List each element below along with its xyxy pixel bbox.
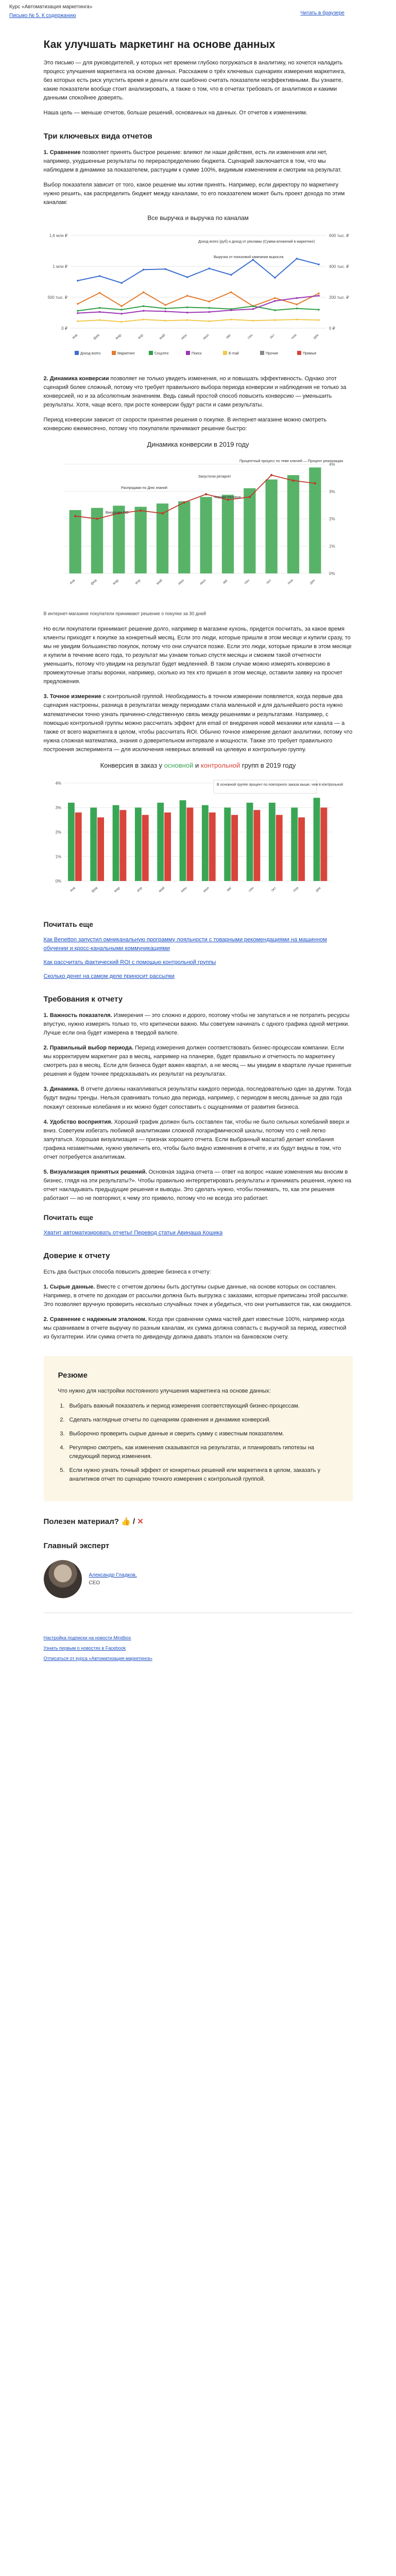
x-tick-label: ноя (286, 579, 294, 586)
section-title-requirements: Требования к отчету (43, 994, 123, 1004)
x-tick-label: июл (202, 333, 210, 341)
resume-item: 1. Выбрать важный показатель и период измерения соответствующий бизнес-процессам. (66, 1402, 338, 1411)
data-point (98, 275, 100, 277)
legend-note: Процентный процесс по теме ключей — Процент реализации (239, 460, 343, 464)
legend-swatch (149, 351, 153, 355)
annotation: В основной группе процент по повторного заказа выше, чем в контрольной (216, 783, 343, 787)
y-tick-label: 3% (329, 489, 335, 495)
annotation-box (214, 780, 317, 793)
data-point (186, 311, 188, 313)
y-tick-label: 2% (329, 517, 335, 522)
bar (200, 497, 212, 573)
x-tick-label: авг (225, 333, 232, 340)
data-point (120, 313, 123, 315)
data-point (208, 307, 210, 309)
resume-box (44, 1356, 353, 1501)
bar (97, 817, 104, 881)
data-point (142, 318, 144, 320)
resume-item: 2. Сделать наглядные отчеты по сценариям сравнения и динамике конверсий. (66, 1416, 338, 1425)
x-tick-label: мар (114, 333, 122, 341)
bar (268, 803, 275, 881)
data-point (252, 308, 254, 310)
data-point (164, 310, 166, 312)
y2-tick-label: 200 тыс. ₽ (329, 295, 349, 300)
x-tick-label: дек (308, 579, 316, 585)
x-tick-label: авг (221, 579, 229, 585)
precise-measure-paragraph: 3. Точное измерение с контрольной группой. Необходимость в точном измерении появляется, когда первые два сценария настроены, разница в результатах между периодами стала маленькой и для дальнейшего роста нужно математически точно узнать причинно-следственную связь между решениями и результатами. Например, с помощью контрольной группы можно рассчитать эффект для email от внедрения новой механики или канала — а также от всего маркетинга в целом, чтобы рассчитать ROI. Обычно точное измерение делают аналитики, потому что нужна сложная математика, знания о доверительном интервале и мощности. Также это требует правильного построения эксперимента — для исключения неверных влияний на целевую и контрольную группу. (43, 693, 353, 753)
data-point (164, 308, 166, 310)
bar (134, 807, 141, 881)
x-tick-label: май (158, 333, 166, 341)
data-point (230, 309, 232, 311)
read-more-title: Почитать еще (43, 1213, 93, 1222)
y2-tick-label: 400 тыс. ₽ (329, 264, 349, 269)
y-tick-label: 1% (55, 854, 61, 859)
resume-item: 3. Выборочно проверить сырые данные и сверить сумму с известным показателем. (66, 1430, 338, 1438)
x-tick-label: дек (315, 886, 322, 893)
data-point (98, 307, 100, 309)
bar (209, 812, 215, 881)
legend-swatch (186, 351, 190, 355)
control-group-chart-svg (44, 773, 353, 907)
data-point (296, 308, 298, 310)
data-point (296, 258, 298, 260)
bar (134, 507, 146, 573)
x-tick-label: окт (269, 333, 276, 340)
y-tick-label: 500 тыс. ₽ (47, 295, 67, 300)
read-more-link-benetton[interactable]: Как Benetton запустил омниканальную программу лояльности с товарными рекомендациями на машинном обучении и кросс-канальными коммуникациями (43, 936, 327, 952)
data-point (252, 305, 254, 307)
requirement-item: 3. Динамика. В отчете должны накапливаться результаты каждого периода, последовательно один за другим. Тогда будут видны тренды. Нельзя сравнивать только два периода, например, с периодом в месяц данные за два года покажут сезонные колебания и их можно будет сопоставить с ощущениями от развития бизнеса. (43, 1086, 352, 1110)
x-tick-label: сен (247, 333, 254, 340)
legend-label: Маркетинг (117, 351, 135, 355)
x-tick-label: янв (68, 579, 76, 585)
toc-link[interactable]: Письмо № 5. К содержанию (9, 12, 76, 19)
chart-caption: В интернет-магазине покупатели принимают решение о покупке за 30 дней (43, 611, 206, 617)
bar (313, 798, 320, 881)
resume-intro: Что нужно для настройки постоянного улучшения маркетинга на основе данных: (58, 1387, 271, 1394)
email-header (0, 0, 396, 19)
footer (44, 1625, 353, 1686)
legend-swatch (297, 351, 301, 355)
conversion-chart (44, 439, 353, 618)
y-tick-label: 0% (329, 571, 335, 577)
annotation: Внедрили ПО (105, 511, 129, 515)
data-point (142, 310, 144, 312)
subscription-settings-link[interactable]: Настройка подписки на новости Mindbox (43, 1635, 131, 1641)
x-tick-label: ноя (292, 886, 299, 893)
bar (224, 807, 231, 881)
bar (67, 803, 74, 881)
x-tick-label: янв (71, 333, 78, 340)
data-point (318, 295, 320, 297)
annotation: Выручка от поисковой кампании выросла (213, 255, 283, 259)
data-point (96, 518, 98, 520)
data-point (296, 297, 298, 299)
data-point (77, 310, 79, 312)
expert-title: Главный эксперт (43, 1541, 110, 1551)
y-tick-label: 0 ₽ (61, 326, 67, 331)
feedback (44, 1516, 353, 1528)
data-point (77, 303, 79, 305)
x-tick-label: июн (180, 886, 188, 893)
legend-label: Доход всего (80, 351, 100, 355)
data-point (186, 306, 188, 308)
cross-icon[interactable]: ✕ (137, 1517, 144, 1526)
x-tick-label: июл (199, 579, 206, 586)
y-tick-label: 2% (55, 829, 61, 835)
x-tick-label: мар (113, 886, 121, 893)
requirement-item: 2. Правильный выбор периода. Период измерения должен соответствовать бизнес-процессам компании. Если мы корректируем маркетинг раз в месяц, например на планерке, будет правильно и отчетность по маркетингу смотреть раз в месяц. Если для бизнеса будет важен квартал, а не месяц — мы увидим в квартале лучше принятые решения и будем точнее предсказывать их результат на результатах. (43, 1045, 352, 1078)
data-point (183, 501, 185, 503)
bar (113, 506, 125, 573)
data-point (274, 309, 276, 311)
legend-swatch (260, 351, 264, 355)
legend-swatch (223, 351, 227, 355)
x-tick-label: май (158, 886, 165, 893)
bar (112, 805, 119, 881)
legend-label: Соцсети (154, 351, 168, 355)
bar (298, 817, 305, 881)
data-point (77, 320, 79, 322)
read-more-link-mailing[interactable]: Сколько денег на самом деле приносит рассылки (43, 973, 175, 979)
data-point (164, 304, 166, 306)
annotation: Черная пятница (213, 496, 240, 500)
bar (276, 815, 282, 881)
bar (178, 501, 190, 573)
data-point (270, 474, 272, 476)
thumbs-up-icon[interactable]: 👍 (121, 1517, 131, 1526)
resume-list (58, 1402, 338, 1484)
bar (291, 807, 298, 881)
bar (164, 812, 171, 881)
data-point (274, 297, 276, 299)
y-tick-label: 0% (55, 878, 61, 884)
y2-tick-label: 600 тыс. ₽ (329, 233, 349, 238)
bar (221, 495, 233, 573)
x-tick-label: июн (177, 579, 185, 586)
read-in-browser-link[interactable]: Читать в браузере (300, 10, 345, 16)
requirement-item: 5. Визуализация принятых решений. Основная задача отчета — ответ на вопрос «какие изменения мы вносим в бизнес, глядя на эти результаты?». Чтобы правильно интерпретировать результаты и принимать решения, нужно на отчет накладывать предыдущие решения и выводы. Это сделать нужно, чтобы понимать, то, как эти решения работают — но не повторяют, к чему это привело, потому что не всегда это работает. (43, 1168, 352, 1201)
y-tick-label: 1% (329, 544, 335, 549)
bar (246, 803, 253, 881)
expert-card (44, 1560, 353, 1598)
bar (75, 812, 81, 881)
section-title-trust: Доверие к отчету (43, 1251, 110, 1260)
data-point (204, 493, 206, 495)
y-tick-label: 4% (329, 462, 335, 467)
data-point (318, 309, 320, 311)
y-tick-label: 4% (55, 781, 61, 786)
data-point (120, 309, 123, 311)
data-point (142, 291, 144, 293)
data-point (164, 268, 166, 270)
legend-label: Поиск (191, 351, 201, 355)
course-name: Курс «Автоматизация маркетинга» (9, 4, 93, 10)
annotation: Доход всего (руб) и доход от рекламы (Сумма вложений в маркетинг) (198, 240, 315, 244)
x-tick-label: июн (180, 333, 188, 341)
legend-label: E-mail (228, 351, 239, 355)
intro-paragraph-1: Это письмо — для руководителей, у которых нет времени глубоко погружаться в аналитику, но хочется наладить процесс улучшения маркетинга на основе данных. Расскажем о трёх ключевых сценариях измерения маркетинга, без которых есть риск упустить время и деньги или ошибочно считать показатели неэффективными. Вы узнаете, какие показатели вообще стоит анализировать, а также о том, что в отчетах требовать от аналитиков и какими данными спокойнее доверять. (43, 60, 346, 101)
comparison-paragraph: 1. Сравнение позволяет принять быстрое решение: влияют ли наши действия, есть ли изменения или нет, например, ухудшенные результаты по перераспределению бюджета. Сценарий заключается в том, что мы наблюдаем в динамике за показателем, растущим к сумме 100%, видимым изменением и смотрим на результат. (43, 149, 342, 173)
data-point (230, 318, 232, 320)
chart-title: Конверсия в заказ у основной и контрольной групп в 2019 году (100, 761, 296, 769)
data-point (274, 300, 276, 302)
data-point (208, 320, 210, 322)
x-tick-label: апр (134, 579, 141, 586)
article (44, 38, 353, 1686)
bar (179, 800, 186, 881)
chart-title: Динамика конверсии в 2019 году (147, 440, 249, 448)
feedback-separator: / (132, 1517, 135, 1526)
bar (186, 807, 193, 881)
bar (69, 510, 81, 573)
data-point (77, 280, 79, 282)
revenue-chart (44, 213, 353, 367)
data-point (142, 305, 144, 307)
data-point (142, 268, 144, 270)
feedback-question: Полезен материал? (43, 1517, 119, 1526)
y-tick-label: 1,6 млн ₽ (49, 233, 67, 238)
data-point (98, 292, 100, 294)
data-point (208, 311, 210, 313)
bar (119, 810, 126, 881)
data-point (274, 277, 276, 279)
data-point (120, 320, 123, 323)
control-group-chart (44, 760, 353, 910)
data-point (230, 291, 232, 293)
x-tick-label: окт (270, 886, 277, 893)
bar (253, 810, 260, 881)
x-tick-label: фев (91, 886, 98, 894)
data-point (186, 276, 188, 278)
read-more-title: Почитать еще (43, 920, 93, 928)
bar (231, 815, 238, 881)
data-point (186, 295, 188, 297)
annotation: Запустили ретаргет (198, 475, 231, 479)
legend-swatch (112, 351, 116, 355)
revenue-chart-svg (44, 225, 353, 364)
legend-label: Прочие (265, 351, 278, 355)
data-point (208, 300, 210, 302)
data-point (230, 274, 232, 276)
intro-paragraph-2: Наша цель — меньше отчетов, больше решений, основанных на данных. От отчетов к изменениям. (43, 110, 308, 116)
data-point (296, 303, 298, 306)
data-point (98, 311, 100, 313)
avatar (44, 1560, 82, 1598)
expert-name[interactable]: Александр Гладков, (89, 1572, 137, 1578)
y-tick-label: 1 млн ₽ (52, 264, 67, 269)
data-point (186, 319, 188, 321)
data-point (314, 482, 316, 484)
annotation: Распродажи по Дню знаний (120, 486, 167, 490)
x-tick-label: фев (90, 579, 98, 586)
data-point (274, 319, 276, 321)
read-more-list (44, 936, 353, 981)
resume-title: Резюме (58, 1371, 88, 1380)
bar (142, 815, 148, 881)
resume-item: 5. Если нужно узнать точный эффект от конкретных решений или маркетинга в целом, заказать у аналитиков отчет по сценарию точного измерения с контрольной группой. (66, 1466, 338, 1484)
x-tick-label: сен (243, 579, 250, 585)
data-point (98, 319, 100, 321)
x-tick-label: апр (137, 333, 144, 340)
x-tick-label: фев (92, 333, 100, 341)
x-tick-label: мар (112, 579, 119, 586)
bar (320, 807, 327, 881)
data-point (318, 292, 320, 294)
resume-item: 4. Регулярно смотреть, как изменения сказываются на результатах, и планировать гипотезы на следующий период изменения. (66, 1444, 338, 1461)
bar (287, 475, 299, 573)
bar (90, 807, 97, 881)
x-tick-label: дек (312, 333, 319, 340)
data-point (318, 263, 320, 265)
x-tick-label: сен (247, 886, 255, 893)
data-point (161, 512, 163, 514)
bar (265, 480, 277, 573)
data-point (74, 515, 76, 517)
x-tick-label: авг (226, 886, 232, 892)
long-decision-paragraph: Но если покупатели принимают решение долго, например в магазине кухонь, придется посчитать, за какое время клиенты приходят к покупке за конкретный месяц. Если это люди, которые пришли в этом месяце и купили сразу, то мы не увидим большинство покупок, потому что они случатся позже. Если это люди, которые пришли в этом месяце и купили в течение всего года, то результат мы узнаем только спустя месяцы и сможем такой отчетности уменьшить, потому что увидим на результат будет медленней. В таком случае можно измерять конверсию в промежуточные этапы воронки, например, сколько из тех кто пришел в этом месяце, оставили заявку на просчет предложения. (43, 626, 352, 685)
data-point (248, 496, 250, 498)
trust-item: 2. Сравнение с надежным эталоном. Когда при сравнении сумма частей дает известные 100%, например когда мы сравниваем в отчете выручку по разным каналам, их сумма должна совпасть с выручкой за период, известной из бухгалтерии. Или сумма отчета по дивиденду должна давать эталон на банковском счету. (43, 1316, 347, 1341)
legend-label: Прямые (302, 351, 316, 355)
data-point (252, 319, 254, 321)
chart-background (44, 225, 353, 364)
bar (157, 803, 164, 881)
x-tick-label: июл (202, 886, 210, 893)
section-title-reports: Три ключевых вида отчетов (43, 131, 152, 141)
facebook-news-link[interactable]: Узнать первым о новостях в Facebook (43, 1646, 126, 1651)
read-more-link-kaushik[interactable]: Хватит автоматизировать отчеты! Перевод статьи Авинаша Кошика (43, 1229, 223, 1236)
data-point (208, 267, 210, 269)
y-tick-label: 3% (55, 805, 61, 810)
data-point (120, 305, 123, 307)
data-point (318, 319, 320, 321)
unsubscribe-link[interactable]: Отписаться от курса «Автоматизация маркетинга» (43, 1656, 153, 1662)
data-point (120, 282, 123, 284)
y2-tick-label: 0 ₽ (329, 326, 335, 331)
metric-choice-paragraph: Выбор показателя зависит от того, какое решение мы хотим принять. Например, если директору по маркетингу нужно решить, как распределить бюджет между каналами, то его показателем может быть проект дохода по этим каналам: (43, 181, 345, 206)
conversion-chart-svg (44, 452, 353, 606)
data-point (164, 319, 166, 321)
conversion-paragraph: 2. Динамика конверсии позволяет не только увидеть изменения, но и повышать эффективность. Однако этот сценарий более сложный, потому что требует правильного выбора периода конверсии и наблюдения не только за конверсией, но и за абсолютным значением. Ведь самый простой способ повысить конверсию — уменьшить результаты. Хотя, чаще всего, при росте конверсии будут расти и сами результаты. (43, 375, 347, 408)
bar (244, 488, 255, 573)
article-title: Как улучшать маркетинг на основе данных (43, 39, 276, 50)
data-point (296, 318, 298, 320)
conversion-period-paragraph: Период конверсии зависит от скорости принятия решения о покупке. В интернет-магазине можно смотреть конверсию ежемесячно, потому что покупатели принимают решение быстро: (43, 416, 327, 432)
requirement-item: 1. Важность показателя. Измерения — это сложно и дорого, поэтому чтобы не запутаться и не потратить ресурсы впустую, нужно измерять только то, что критически важно. Мы советуем начинать с одного графика одной метрики. Лучше если она будет измерена в твердой валюте. (43, 1012, 350, 1037)
data-point (292, 480, 294, 482)
trust-intro: Есть два быстрых способа повысить доверие бизнеса к отчету: (43, 1268, 211, 1275)
data-point (77, 312, 79, 314)
trust-item: 1. Сырые данные. Вместе с отчетом должны быть доступны сырые данные, на основе которых он составлен. Например, в отчете по доходам от рассылки должна быть выгрузка с заказами, которые приписаны этой рассылке. Это позволяет вручную проверить несколько случайных точек и убедиться, что они учитываются так, как ожидается. (43, 1284, 352, 1308)
read-more-link-roi[interactable]: Как рассчитать фактический ROI с помощью контрольной группы (43, 959, 216, 965)
legend-swatch (75, 351, 79, 355)
bar (201, 805, 208, 881)
x-tick-label: май (156, 579, 163, 586)
data-point (139, 510, 141, 512)
chart-title: Все выручка и выручка по каналам (147, 214, 249, 222)
x-tick-label: ноя (290, 333, 298, 340)
x-tick-label: апр (136, 886, 143, 893)
x-tick-label: окт (265, 579, 272, 585)
requirement-item: 4. Удобство восприятия. Хороший график должен быть составлен так, чтобы не было сильных колебаний вверх и вниз. Советуем избегать любимой аналитиками сложной логарифмической шкалы, потому что с ней легко запутаться. Хорошая визуализация — признак хорошего отчета. Если выбранный масштаб делает колебания графика незаметными, нужно увеличить его, чтобы было видно изменения в отчете, и их будут видны в том, что отчет потребуется аналитикам. (43, 1118, 350, 1160)
x-tick-label: янв (69, 886, 76, 893)
expert-role: CEO (89, 1580, 100, 1586)
